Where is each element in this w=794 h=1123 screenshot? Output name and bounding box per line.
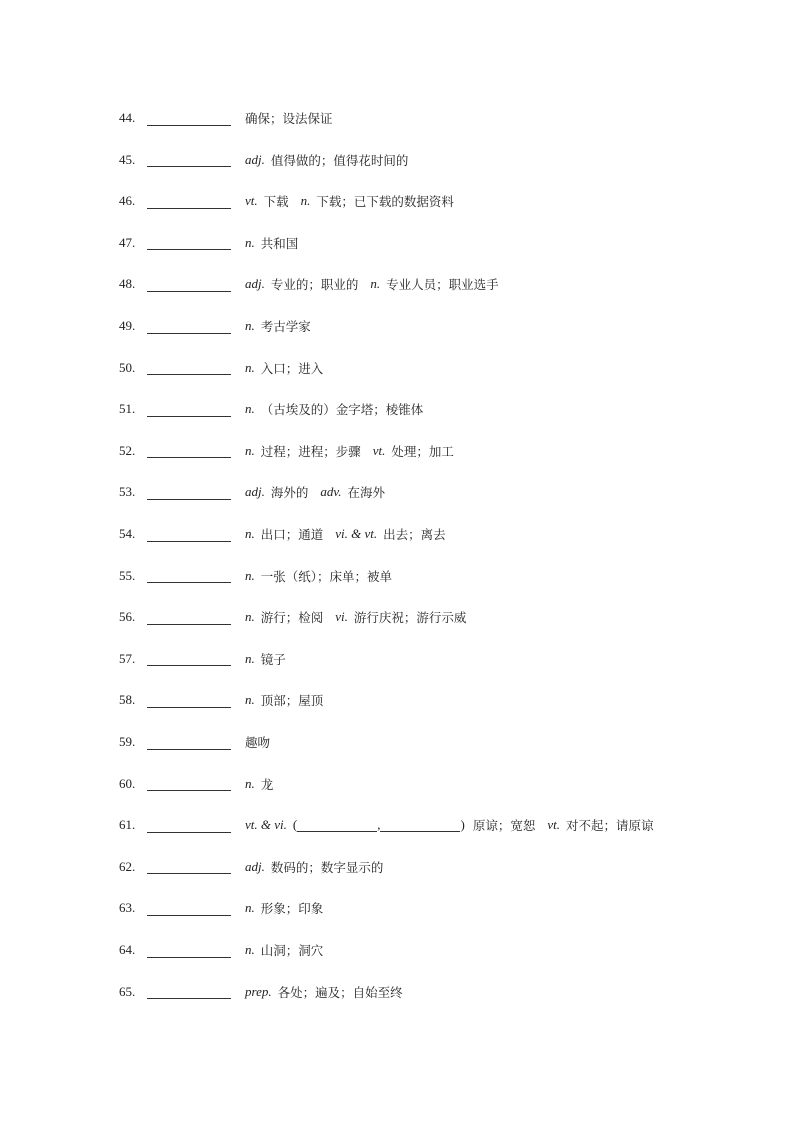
part-of-speech: vi. & vt. [335,526,378,541]
chinese-meaning: 各处；遍及；自始至终 [277,984,403,1000]
part-of-speech: vt. [547,817,560,833]
vocab-row [119,274,499,294]
definition-segment [245,858,383,876]
definition-segment [245,359,323,377]
definition [245,359,323,377]
definition-segment [245,109,333,127]
definition [245,567,392,585]
chinese-meaning: 下载；已下载的数据资料 [316,194,454,210]
chinese-meaning: 专业人员；职业选手 [386,277,499,293]
part-of-speech: n. [245,442,255,458]
chinese-meaning: 海外的 [270,485,309,501]
chinese-meaning: 处理；加工 [391,443,454,459]
definition-segment [245,691,323,709]
part-of-speech: vt. [372,442,386,458]
chinese-meaning: 确保；设法保证 [245,111,333,126]
definition [245,442,454,460]
definition-segment [245,567,392,585]
definition-segment [245,400,423,418]
past-participle-blank[interactable] [380,818,460,832]
vocab-row [119,649,286,669]
definition [245,650,286,668]
part-of-speech: n. [245,942,255,957]
definition [245,941,323,959]
item-number: 51. [119,401,136,417]
answer-blank[interactable] [147,651,231,666]
vocab-row [119,940,323,960]
answer-blank[interactable] [147,485,231,500]
vocab-row [119,898,323,918]
definition [245,691,323,709]
definition-segment [245,483,308,501]
definition-segment [370,275,498,293]
item-number: 58. [119,692,136,708]
vocab-row [119,815,654,835]
definition-segment [547,816,653,834]
definition [245,317,311,335]
chinese-meaning: 值得做的；值得花时间的 [270,152,409,168]
answer-blank[interactable] [147,277,231,292]
chinese-meaning: 出口；通道 [260,527,324,542]
chinese-meaning: 镜子 [260,651,286,667]
definition [245,816,654,834]
answer-blank[interactable] [147,568,231,583]
definition-segment [245,234,298,252]
definition [245,525,446,543]
part-of-speech: adj. [245,858,265,874]
item-number: 46. [119,193,136,209]
answer-blank[interactable] [147,901,231,916]
definition [245,275,499,293]
close-paren: ) [460,817,465,833]
vocab-row [119,108,333,128]
answer-blank[interactable] [147,360,231,375]
vocab-row [119,358,323,378]
definition-segment [245,816,535,834]
part-of-speech: n. [245,567,255,583]
answer-blank[interactable] [147,402,231,417]
definition-segment [335,525,445,543]
definition [245,400,423,418]
part-of-speech: n. [245,900,255,916]
answer-blank[interactable] [147,735,231,750]
chinese-meaning: 游行；检阅 [260,610,324,626]
definition-segment [245,983,403,1001]
answer-blank[interactable] [147,443,231,458]
item-number: 54. [119,526,136,541]
answer-blank[interactable] [147,319,231,334]
definition [245,483,385,501]
vocab-row [119,732,270,752]
part-of-speech: n. [245,692,255,708]
definition [245,899,323,917]
item-number: 57. [119,650,136,666]
answer-blank[interactable] [147,693,231,708]
chinese-meaning: 入口；进入 [260,360,324,376]
definition-segment [245,442,361,460]
definition-segment [245,941,323,959]
chinese-meaning: 数码的；数字显示的 [270,859,384,875]
vocab-row [119,857,383,877]
part-of-speech: n. [245,318,255,333]
definition [245,192,454,210]
item-number: 50. [119,359,136,375]
item-number: 64. [119,942,136,957]
chinese-meaning: 下载 [263,194,289,210]
answer-blank[interactable] [147,152,231,167]
part-of-speech: n. [245,650,255,666]
part-of-speech: n. [370,276,381,292]
part-of-speech: adj. [245,151,265,167]
chinese-meaning: 原谅；宽恕 [472,818,536,834]
definition-segment [301,192,454,210]
definition [245,858,383,876]
part-of-speech: n. [300,193,311,209]
chinese-meaning: 游行庆祝；游行示威 [353,610,467,626]
answer-blank[interactable] [147,984,231,999]
answer-blank[interactable] [147,610,231,625]
part-of-speech: adj. [245,276,265,292]
part-of-speech: n. [245,234,255,250]
definition-segment [245,650,286,668]
vocab-row [119,607,466,627]
vocab-row [119,774,273,794]
item-number: 61. [119,817,136,833]
chinese-meaning: 专业的；职业的 [270,277,359,293]
vocab-row [119,482,385,502]
past-tense-blank[interactable] [297,818,377,832]
chinese-meaning: 龙 [260,776,274,792]
vocab-row [119,566,392,586]
vocab-row [119,191,454,211]
item-number: 52. [119,442,136,458]
chinese-meaning: 山洞；洞穴 [260,943,324,958]
part-of-speech: n. [245,401,255,417]
definition [245,608,466,626]
vocab-row [119,150,408,170]
definition-segment [245,525,323,543]
comma-separator: , [377,817,381,833]
item-number: 44. [119,110,136,125]
item-number: 63. [119,900,136,916]
vocab-row [119,316,311,336]
part-of-speech: n. [245,609,255,625]
answer-blank[interactable] [147,194,231,209]
chinese-meaning: 共和国 [260,235,299,251]
definition [245,775,273,793]
part-of-speech: prep. [245,983,272,999]
definition-segment [373,442,454,460]
vocab-row [119,441,454,461]
chinese-meaning: 趣吻 [245,735,271,750]
definition-segment [245,608,323,626]
item-number: 59. [119,734,136,749]
part-of-speech: vt. & vi. [245,817,287,833]
open-paren: ( [292,817,298,833]
answer-blank[interactable] [147,943,231,958]
definition [245,733,270,751]
part-of-speech: adv. [320,484,342,500]
answer-blank[interactable] [147,818,231,833]
chinese-meaning: 出去；离去 [383,527,446,542]
vocab-row [119,524,446,544]
answer-blank[interactable] [147,776,231,791]
item-number: 55. [119,567,136,583]
item-number: 48. [119,276,136,292]
definition-segment [335,608,466,626]
chinese-meaning: 一张（纸）；床单；被单 [260,568,393,584]
part-of-speech: n. [245,359,255,375]
definition-segment [245,775,273,793]
item-number: 47. [119,234,136,250]
definition-segment [245,733,270,751]
answer-blank[interactable] [147,111,231,126]
chinese-meaning: 过程；进程；步骤 [260,443,361,459]
part-of-speech: vi. [335,609,348,625]
chinese-meaning: （古埃及的）金字塔；棱锥体 [260,402,424,418]
item-number: 56. [119,609,136,625]
part-of-speech: adj. [245,484,265,500]
answer-blank[interactable] [147,235,231,250]
definition-segment [245,192,289,210]
definition [245,109,333,127]
definition [245,234,298,252]
vocab-row [119,233,298,253]
item-number: 65. [119,983,136,999]
chinese-meaning: 顶部；屋顶 [260,693,324,709]
definition-segment [245,899,323,917]
chinese-meaning: 考古学家 [260,319,311,334]
definition [245,983,403,1001]
answer-blank[interactable] [147,859,231,874]
verb-forms-blanks [293,817,465,833]
item-number: 62. [119,858,136,874]
chinese-meaning: 在海外 [347,485,385,501]
item-number: 45. [119,151,136,167]
vocab-row [119,982,403,1002]
item-number: 49. [119,318,136,333]
vocab-row [119,399,423,419]
item-number: 53. [119,484,136,500]
definition [245,151,408,169]
part-of-speech: vt. [245,193,258,209]
definition-segment [320,483,385,501]
part-of-speech: n. [245,775,255,791]
part-of-speech: n. [245,526,255,541]
definition-segment [245,317,311,335]
definition-segment [245,151,408,169]
vocab-row [119,690,323,710]
chinese-meaning: 对不起；请原谅 [565,818,654,834]
item-number: 60. [119,775,136,791]
definition-segment [245,275,358,293]
answer-blank[interactable] [147,527,231,542]
chinese-meaning: 形象；印象 [260,901,324,917]
